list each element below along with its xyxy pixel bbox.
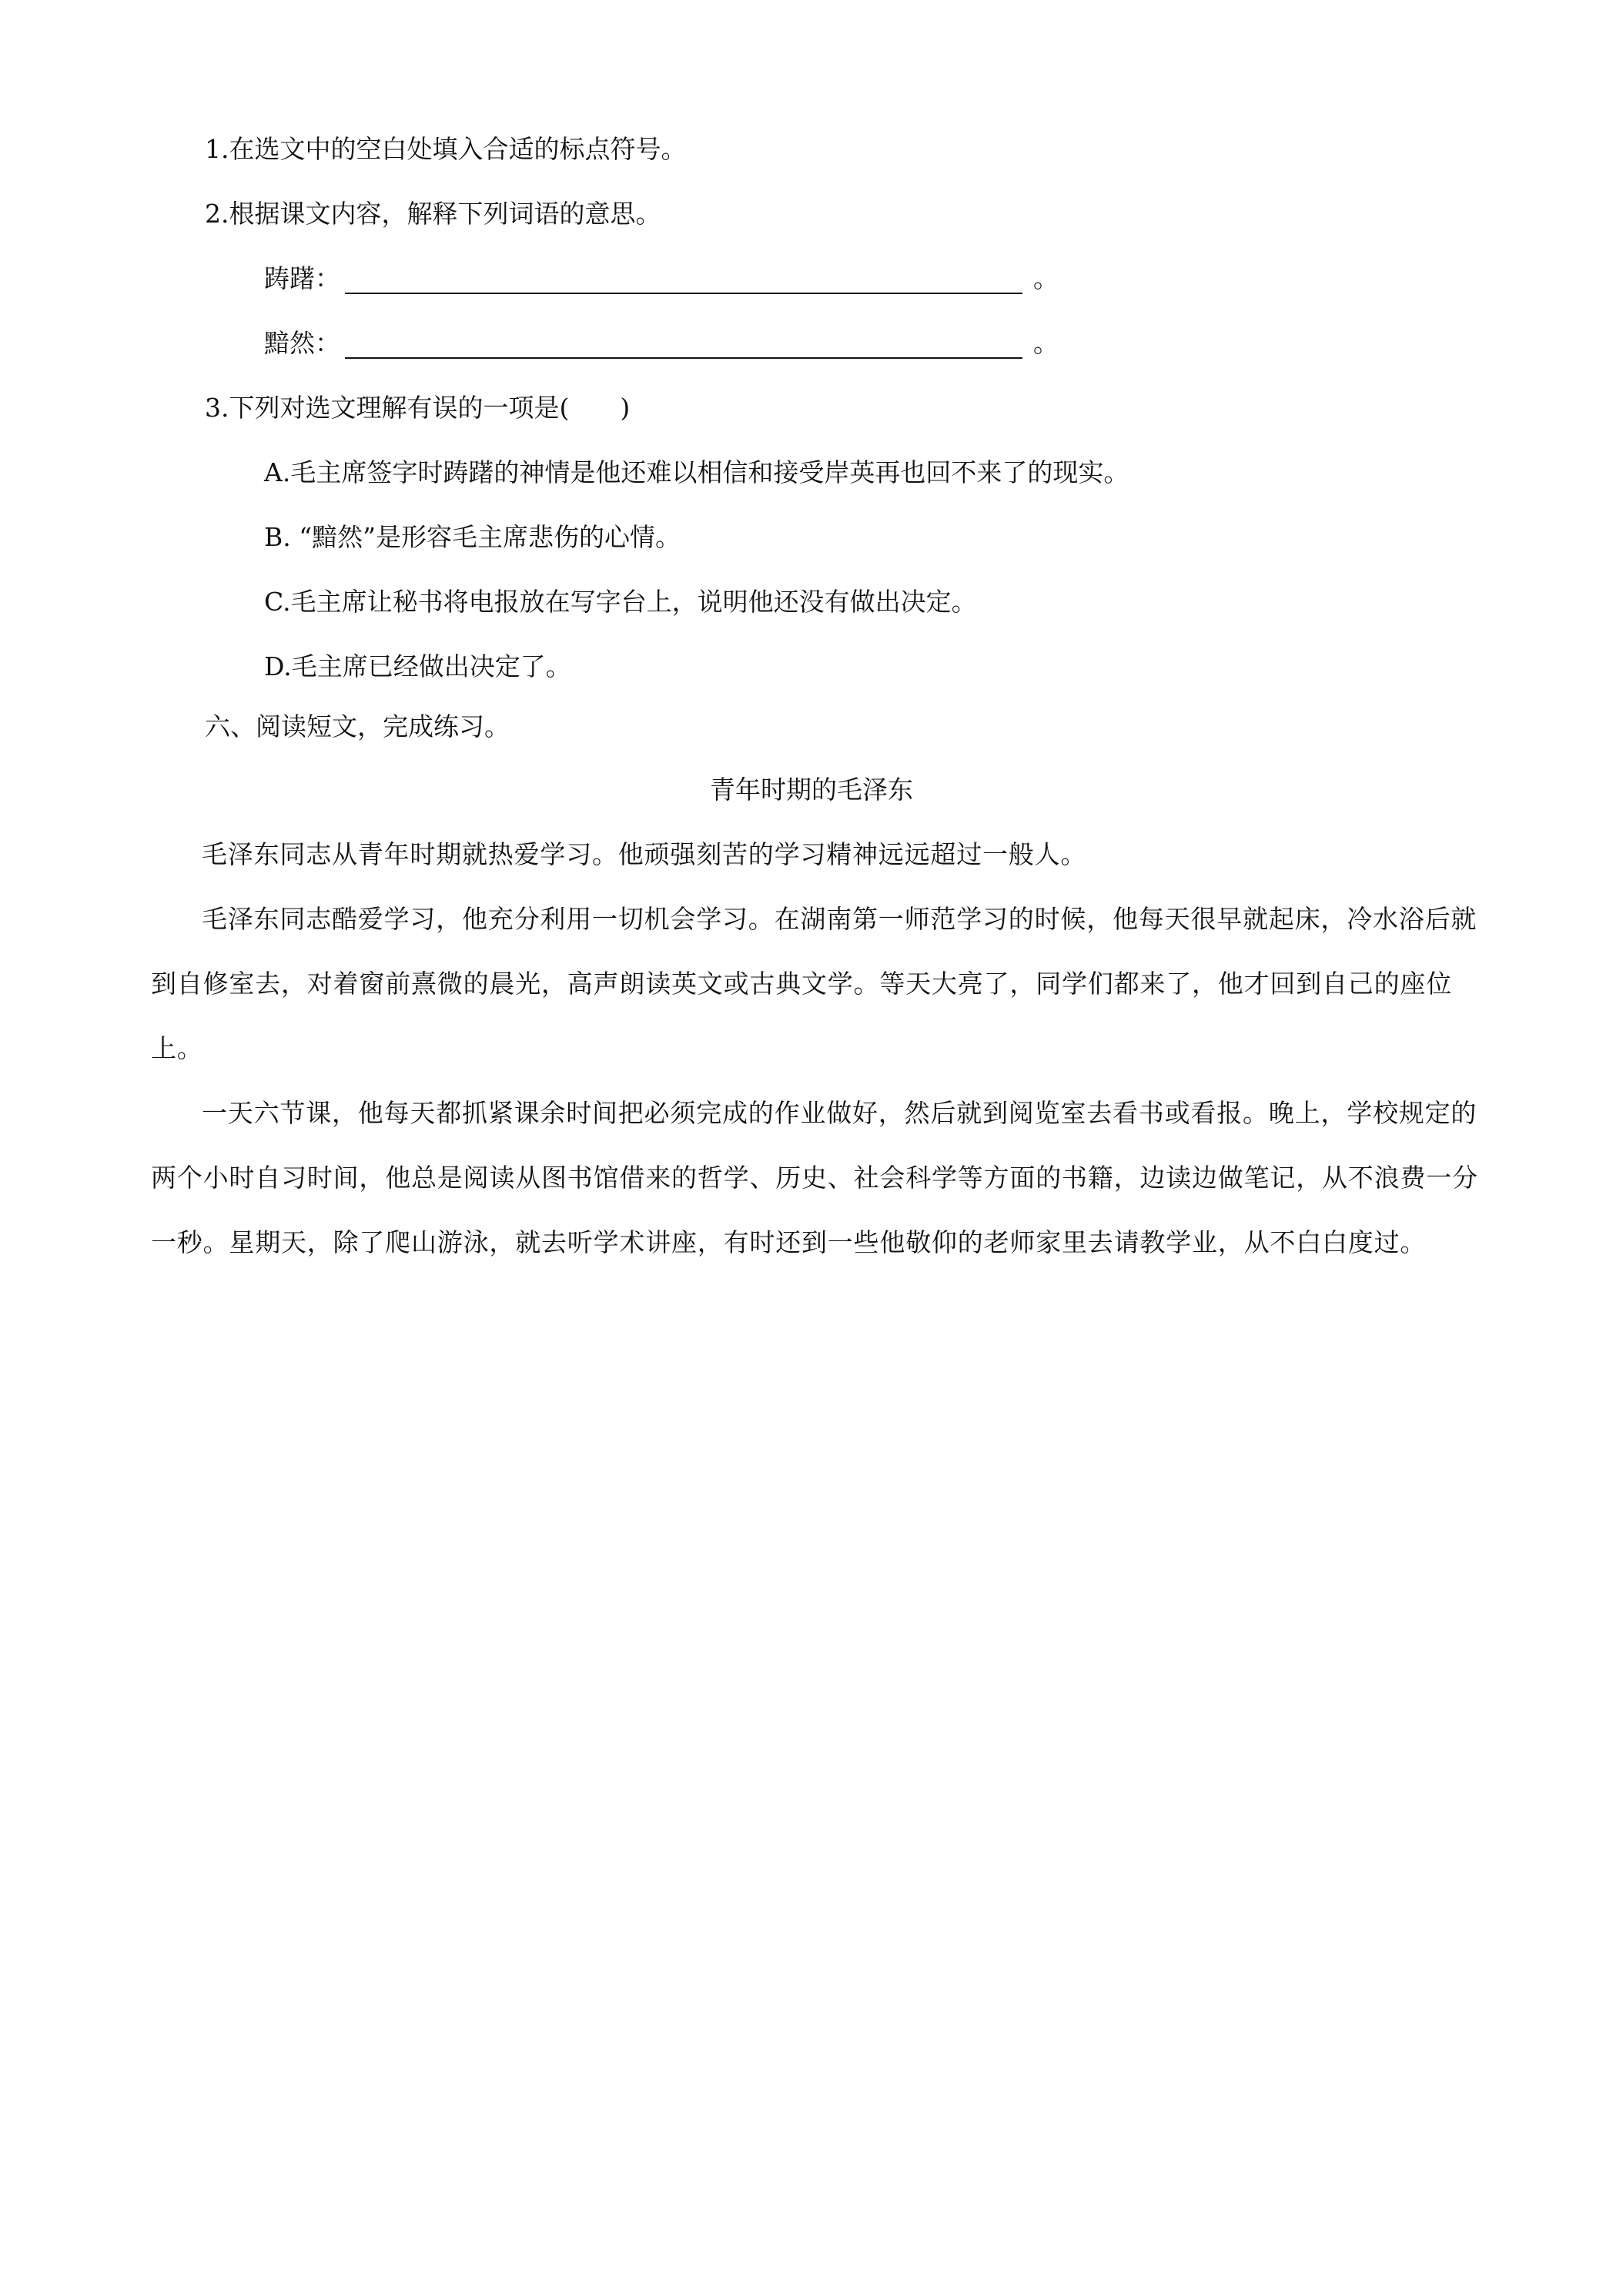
article-paragraph: 一天六节课，他每天都抓紧课余时间把必须完成的作业做好，然后就到阅览室去看书或看报。晚上，学校规定的两个小时自习时间，他总是阅读从图书馆借来的哲学、历史、社会科学等方面的书籍，边读边做笔记，从不浪费一分一秒。星期天，除了爬山游泳，就去听学术讲座，有时还到一些他敬仰的老师家里去请教学业，从不白白度过。 <box>151 1098 1478 1257</box>
term-label: 踌躇： <box>264 263 340 293</box>
option-c: C.毛主席让秘书将电报放在写字台上，说明他还没有做出决定。 <box>264 587 977 617</box>
question-3: 3.下列对选文理解有误的一项是( ) <box>205 393 631 423</box>
term-label: 黯然： <box>264 328 340 358</box>
section-6-heading: 六、阅读短文，完成练习。 <box>205 711 510 741</box>
question-1: 1.在选文中的空白处填入合适的标点符号。 <box>205 134 687 164</box>
answer-row-chouchu <box>264 262 1059 296</box>
question-2: 2.根据课文内容，解释下列词语的意思。 <box>205 199 661 229</box>
option-b: B. “黯然”是形容毛主席悲伤的心情。 <box>264 522 681 552</box>
answer-period: 。 <box>1033 328 1059 358</box>
option-a: A.毛主席签字时踌躇的神情是他还难以相信和接受岸英再也回不来了的现实。 <box>264 457 1129 487</box>
answer-row-anran <box>264 326 1059 360</box>
answer-period: 。 <box>1033 263 1059 293</box>
article-title: 青年时期的毛泽东 <box>710 775 913 805</box>
answer-blank[interactable] <box>345 326 1022 359</box>
option-d: D.毛主席已经做出决定了。 <box>264 651 571 681</box>
article-paragraph: 毛泽东同志从青年时期就热爱学习。他顽强刻苦的学习精神远远超过一般人。 <box>202 839 1087 869</box>
answer-blank[interactable] <box>345 262 1022 294</box>
article-paragraph: 毛泽东同志酷爱学习，他充分利用一切机会学习。在湖南第一师范学习的时候，他每天很早就起床，冷水浴后就到自修室去，对着窗前熹微的晨光，高声朗读英文或古典文学。等天大亮了，同学们都来了，他才回到自己的座位上。 <box>151 904 1477 1063</box>
